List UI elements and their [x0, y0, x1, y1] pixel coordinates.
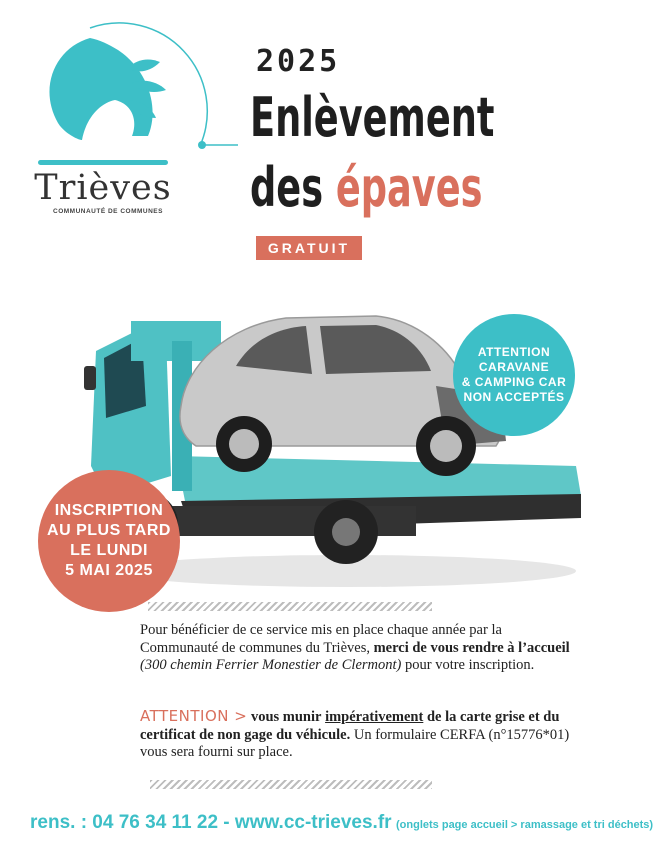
trieves-logo-graphic — [20, 28, 240, 178]
title-line-2 — [250, 156, 483, 219]
attention-bold-a: vous munir — [250, 709, 322, 725]
side-mirror — [84, 366, 96, 390]
attention-bold-b: de la carte grise et du certificat de non gage du véhicule. — [140, 709, 560, 743]
attention-underlined: impérativement — [325, 709, 424, 725]
logo-main-shape — [49, 38, 152, 140]
info-bold-instruction: merci de vous rendre à l’accueil — [373, 639, 570, 656]
logo-wordmark: Trièves — [34, 168, 172, 208]
inscription-line-2: AU PLUS TARD — [47, 522, 171, 539]
attention-line-1: ATTENTION — [477, 345, 551, 359]
year-label: 2025 — [256, 44, 341, 79]
car-rear-rim — [229, 429, 259, 459]
logo-bar — [38, 160, 168, 165]
car-front-rim — [430, 430, 462, 462]
logo-leaf-1 — [128, 60, 160, 72]
inscription-deadline-badge — [38, 470, 180, 612]
title-line-2-accent: épaves — [335, 156, 483, 219]
attention-end: Un formulaire CERFA (n°15776*01) vous sera fourni sur place. — [140, 726, 570, 760]
truck-rear-hub — [332, 518, 360, 546]
logo-dot — [198, 141, 206, 149]
info-address: (300 chemin Ferrier Monestier de Clermont) — [140, 657, 402, 673]
gratuit-badge: GRATUIT — [256, 236, 362, 260]
hatched-divider-top — [148, 602, 432, 611]
footer-contact — [30, 812, 653, 834]
inscription-line-1: INSCRIPTION — [54, 502, 164, 519]
title-line-2-plain: des — [250, 156, 324, 219]
attention-paragraph — [140, 708, 580, 762]
inscription-line-3: LE LUNDI — [70, 542, 148, 559]
hatched-divider-bottom — [150, 780, 432, 789]
info-paragraph — [140, 622, 580, 675]
logo-subtitle: COMMUNAUTÉ DE COMMUNES — [53, 208, 163, 215]
footer-note: (onglets page accueil > ramassage et tri déchets) — [396, 819, 653, 831]
title-line-1: Enlèvement — [250, 86, 495, 149]
attention-caravan-badge — [453, 314, 575, 436]
inscription-line-4: 5 MAI 2025 — [65, 562, 153, 579]
attention-line-4: NON ACCEPTÉS — [463, 390, 565, 404]
attention-label: ATTENTION > — [140, 707, 248, 725]
info-end: pour votre inscription. — [404, 657, 535, 673]
info-intro: Pour bénéficier de ce service mis en place chaque année par la Communauté de communes du Trièves, — [140, 622, 502, 656]
attention-line-3: & CAMPING CAR — [461, 375, 567, 389]
footer-phone-website[interactable]: rens. : 04 76 34 11 22 - www.cc-trieves.fr — [30, 812, 392, 833]
attention-line-2: CARAVANE — [478, 360, 550, 374]
